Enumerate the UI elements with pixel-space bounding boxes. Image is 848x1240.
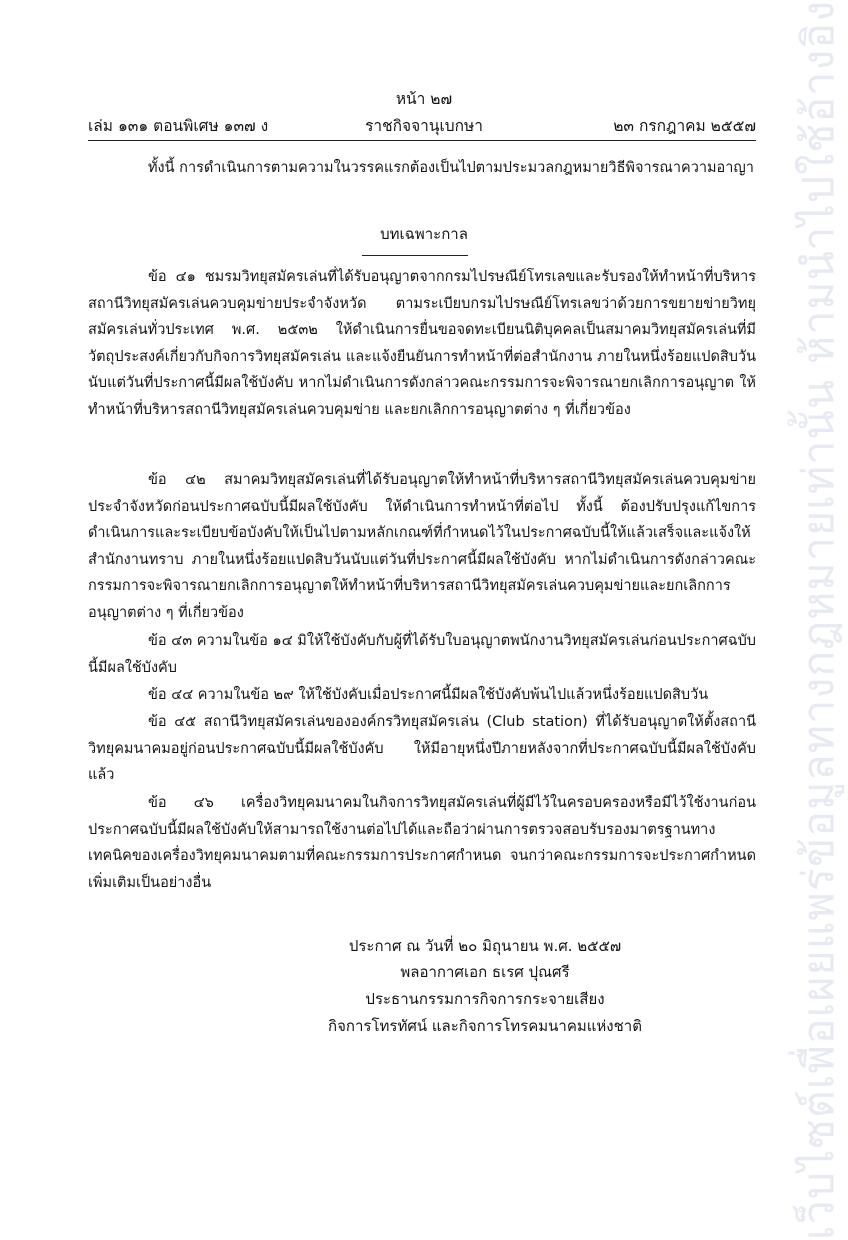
announcement-date: ประกาศ ณ วันที่ ๒๐ มิถุนายน พ.ศ. ๒๕๕๗ bbox=[348, 937, 622, 955]
publication-date: ๒๓ กรกฎาคม ๒๕๕๗ bbox=[613, 117, 756, 135]
section-title-underline bbox=[362, 255, 468, 256]
page-number: หน้า ๒๗ bbox=[395, 90, 453, 108]
header-divider bbox=[88, 140, 756, 141]
clause-44-paragraph: ข้อ ๔๔ ความในข้อ ๒๙ ให้ใช้บังคับเมื่อประกาศนี้มีผลใช้บังคับพ้นไปแล้วหนึ่งร้อยแปดสิบวัน bbox=[148, 687, 709, 703]
volume-issue: เล่ม ๑๓๑ ตอนพิเศษ ๑๓๗ ง bbox=[88, 117, 269, 135]
intro-paragraph: ทั้งนี้ การดำเนินการตามความในวรรคแรกต้องเป็นไปตามประมวลกฎหมายวิธีพิจารณาความอาญา bbox=[148, 160, 754, 176]
signatory-position-line-1: ประธานกรรมการกิจการกระจายเสียง bbox=[365, 990, 605, 1008]
clause-41-paragraph: ข้อ ๔๑ ชมรมวิทยุสมัครเล่นที่ได้รับอนุญาตจากกรมไปรษณีย์โทรเลขและรับรองให้ทำหน้าที่บริหารสถานีวิทยุสมัครเล่นควบคุมข่ายประจำจังหวัด ตามระเบียบกรมไปรษณีย์โทรเลขว่าด้วยการขยายข่ายวิทยุสมัครเล่นทั่วประเทศ พ.ศ. ๒๕๓๒ ให้ดำเนินการยื่นขอจดทะเบียนนิติบุคคลเป็นสมาคมวิทยุสมัครเล่นที่มีวัตถุประสงค์เกี่ยวกับกิจการวิทยุสมัครเล่น และแจ้งยืนยันการทำหน้าที่ต่อสำนักงาน ภายในหนึ่งร้อยแปดสิบวันนับแต่วันที่ประกาศนี้มีผลใช้บังคับ หากไม่ดำเนินการดังกล่าวคณะกรรมการจะพิจารณายกเลิกการอนุญาต ให้ทำหน้าที่บริหารสถานีวิทยุสมัครเล่นควบคุมข่าย และยกเลิกการอนุญาตต่าง ๆ ที่เกี่ยวข้อง bbox=[88, 269, 756, 418]
signatory-name: พลอากาศเอก ธเรศ ปุณศรี bbox=[400, 963, 570, 981]
clause-42-paragraph: ข้อ ๔๒ สมาคมวิทยุสมัครเล่นที่ได้รับอนุญาตให้ทำหน้าที่บริหารสถานีวิทยุสมัครเล่นควบคุมข่ายประจำจังหวัดก่อนประกาศฉบับนี้มีผลใช้บังคับ ให้ดำเนินการทำหน้าที่ต่อไป ทั้งนี้ ต้องปรับปรุงแก้ไขการดำเนินการและระเบียบข้อบังคับให้เป็นไปตามหลักเกณฑ์ที่กำหนดไว้ในประกาศฉบับนี้ให้แล้วเสร็จและแจ้งให้สำนักงานทราบ ภายในหนึ่งร้อยแปดสิบวันนับแต่วันที่ประกาศนี้มีผลใช้บังคับ หากไม่ดำเนินการดังกล่าวคณะกรรมการจะพิจารณายกเลิกการอนุญาตให้ทำหน้าที่บริหารสถานีวิทยุสมัครเล่นควบคุมข่ายและยกเลิกการอนุญาตต่าง ๆ ที่เกี่ยวข้อง bbox=[88, 472, 756, 621]
signatory-position-line-2: กิจการโทรทัศน์ และกิจการโทรคมนาคมแห่งชาติ bbox=[328, 1017, 642, 1035]
watermark-text: เว็บไซต์เพื่อเผยแพร่ข้อมูลทางกฎหมายเท่านั้น ห้ามนำไปใช้อ้างอิง bbox=[794, 0, 844, 1240]
clause-43-paragraph: ข้อ ๔๓ ความในข้อ ๑๔ มิให้ใช้บังคับกับผู้ที่ได้รับใบอนุญาตพนักงานวิทยุสมัครเล่นก่อนประกาศฉบับนี้มีผลใช้บังคับ bbox=[88, 633, 756, 676]
clause-46-paragraph: ข้อ ๔๖ เครื่องวิทยุคมนาคมในกิจการวิทยุสมัครเล่นที่ผู้มีไว้ในครอบครองหรือมีไว้ใช้งานก่อนประกาศฉบับนี้มีผลใช้บังคับให้สามารถใช้งานต่อไปได้และถือว่าผ่านการตรวจสอบรับรองมาตรฐานทางเทคนิคของเครื่องวิทยุคมนาคมตามที่คณะกรรมการประกาศกำหนด จนกว่าคณะกรรมการจะประกาศกำหนดเพิ่มเติมเป็นอย่างอื่น bbox=[88, 795, 756, 891]
clause-45-paragraph: ข้อ ๔๕ สถานีวิทยุสมัครเล่นขององค์กรวิทยุสมัครเล่น (Club station) ที่ได้รับอนุญาตให้ตั้งสถานีวิทยุคมนาคมอยู่ก่อนประกาศฉบับนี้มีผลใช้บังคับ ให้มีอายุหนึ่งปีภายหลังจากที่ประกาศฉบับนี้มีผลใช้บังคับแล้ว bbox=[88, 714, 756, 784]
publication-name: ราชกิจจานุเบกษา bbox=[365, 117, 483, 135]
section-title: บทเฉพาะกาล bbox=[380, 225, 468, 243]
